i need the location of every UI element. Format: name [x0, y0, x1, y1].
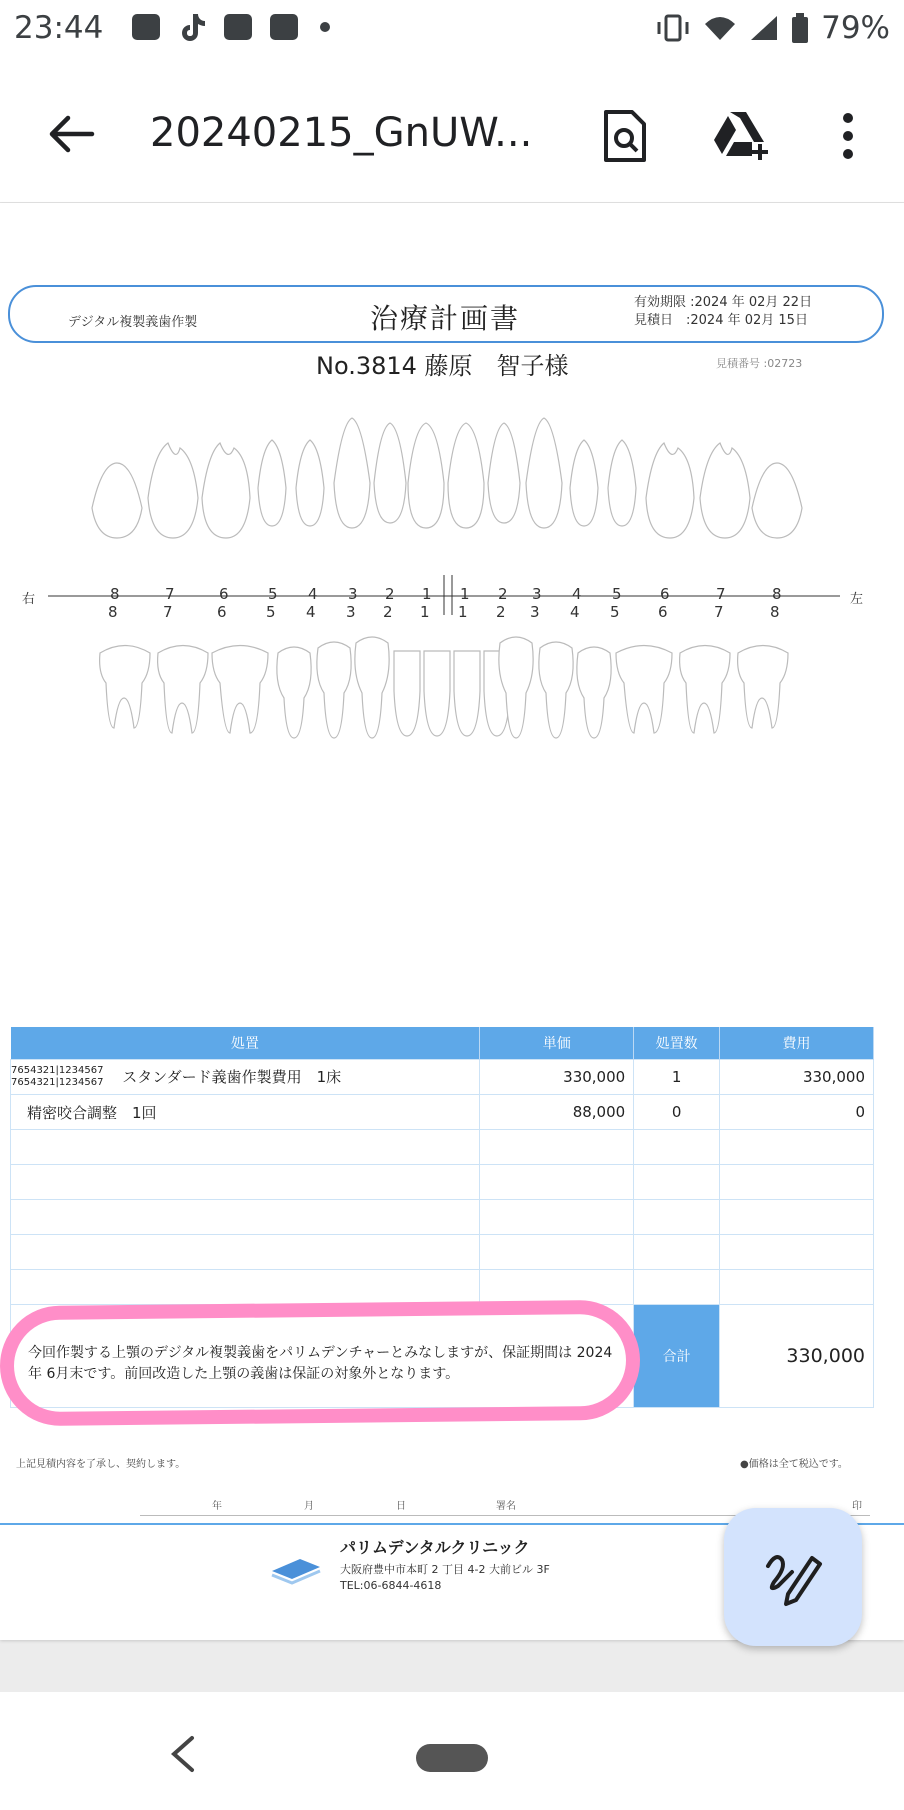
clinic-tel: TEL:06-6844-4618	[340, 1579, 442, 1592]
upper-tooth-number: 2	[498, 585, 508, 603]
clinic-name: パリムデンタルクリニック	[340, 1538, 530, 1557]
table-row-empty	[11, 1235, 874, 1270]
table-header	[11, 1027, 874, 1060]
more-notifications-dot-icon	[320, 22, 330, 32]
treatment-name: スタンダード義歯作製費用 1床	[122, 1067, 342, 1086]
left-side-label: 左	[850, 592, 864, 607]
annotate-fab-button[interactable]	[724, 1508, 862, 1646]
lower-tooth-number: 7	[714, 603, 724, 621]
lower-tooth-number: 5	[266, 603, 276, 621]
plan-title: 治療計画書	[370, 302, 521, 335]
signal-icon	[749, 14, 779, 42]
system-nav-bar	[0, 1692, 904, 1810]
table-row-empty	[11, 1165, 874, 1200]
status-bar	[0, 0, 904, 64]
app-bar	[0, 64, 904, 203]
lower-tooth-number: 3	[346, 603, 356, 621]
header-cost: 費用	[720, 1027, 874, 1060]
cost: 330,000	[720, 1060, 874, 1095]
upper-tooth-number: 5	[268, 585, 278, 603]
dates	[634, 294, 812, 330]
lower-tooth-number: 4	[570, 603, 580, 621]
warranty-note: 今回作製する上顎のデジタル複製義歯をパリムデンチャーとみなしますが、保証期間は 2024 年 6月末です。前回改造した上顎の義歯は保証の対象外となります。	[28, 1345, 613, 1382]
sign-seal: 印	[852, 1501, 862, 1512]
upper-tooth-number: 6	[219, 585, 229, 603]
valid-until: 有効期限 :2024 年 02月 22日	[634, 295, 813, 310]
upper-tooth-number: 7	[716, 585, 726, 603]
total-value: 330,000	[720, 1305, 874, 1408]
lower-tooth-number: 8	[770, 603, 780, 621]
header-treatment: 処置	[11, 1027, 480, 1060]
upper-tooth-number: 5	[612, 585, 622, 603]
upper-tooth-number: 1	[460, 585, 470, 603]
upper-tooth-number: 8	[772, 585, 782, 603]
table-row-empty	[11, 1200, 874, 1235]
battery-percent: 79%	[821, 10, 890, 46]
upper-tooth-number: 3	[348, 585, 358, 603]
estimate-number: 見積番号 :02723	[716, 357, 803, 370]
status-time: 23:44	[14, 10, 104, 46]
nav-back-icon[interactable]	[168, 1734, 198, 1774]
patient-name: No.3814 藤原 智子様	[316, 352, 569, 380]
document-title: 20240215_GnUW...	[150, 110, 533, 156]
table-row	[11, 1060, 874, 1095]
vibrate-icon	[655, 14, 691, 42]
app-notification-icon	[132, 14, 160, 40]
app-notification-icon	[270, 14, 298, 40]
table-row	[11, 1095, 874, 1130]
clinic-address: 大阪府豊中市本町 2 丁目 4-2 大前ビル 3F	[340, 1563, 550, 1576]
sign-year: 年	[212, 1501, 222, 1512]
total-label: 合計	[634, 1305, 720, 1408]
lower-teeth	[100, 637, 788, 738]
sign-name: 署名	[496, 1501, 516, 1512]
app-notification-icon	[224, 14, 252, 40]
estimate-date: 見積日 :2024 年 02月 15日	[634, 313, 808, 328]
cost: 0	[720, 1095, 874, 1130]
upper-tooth-number: 4	[572, 585, 582, 603]
upper-tooth-number: 2	[385, 585, 395, 603]
upper-tooth-number: 4	[308, 585, 318, 603]
upper-tooth-number: 6	[660, 585, 670, 603]
table-row-empty	[11, 1270, 874, 1305]
count: 1	[634, 1060, 720, 1095]
search-document-icon[interactable]	[600, 108, 650, 164]
lower-tooth-number: 7	[163, 603, 173, 621]
treatment-name: 精密咬合調整 1回	[27, 1103, 157, 1122]
document-page	[0, 203, 904, 1640]
count: 0	[634, 1095, 720, 1130]
wifi-icon	[703, 14, 737, 42]
lower-tooth-number: 2	[496, 603, 506, 621]
upper-tooth-number: 1	[422, 585, 432, 603]
tax-note: ●価格は全て税込です。	[740, 1459, 848, 1470]
nav-home-pill[interactable]	[416, 1744, 488, 1772]
clinic-logo-icon	[270, 1555, 322, 1585]
table-row-empty	[11, 1130, 874, 1165]
dental-chart	[0, 403, 904, 963]
lower-tooth-number: 1	[420, 603, 430, 621]
unit-price: 330,000	[480, 1060, 634, 1095]
lower-tooth-number: 2	[383, 603, 393, 621]
right-side-label: 右	[22, 592, 36, 607]
tooth-notation: 7654321|1234567 7654321|1234567	[11, 1065, 104, 1088]
header-count: 処置数	[634, 1027, 720, 1060]
lower-tooth-number: 4	[306, 603, 316, 621]
sign-month: 月	[304, 1501, 314, 1512]
unit-price: 88,000	[480, 1095, 634, 1130]
notification-icons	[132, 12, 330, 42]
edit-annotate-icon	[762, 1546, 824, 1608]
tiktok-icon	[178, 12, 206, 42]
lower-tooth-number: 1	[458, 603, 468, 621]
header-unit-price: 単価	[480, 1027, 634, 1060]
battery-icon	[791, 13, 809, 43]
drive-add-icon[interactable]	[712, 110, 772, 162]
upper-tooth-number: 7	[165, 585, 175, 603]
sign-day: 日	[396, 1501, 406, 1512]
lower-tooth-number: 6	[658, 603, 668, 621]
lower-tooth-number: 8	[108, 603, 118, 621]
lower-tooth-number: 5	[610, 603, 620, 621]
more-vert-icon[interactable]	[840, 110, 856, 162]
back-arrow-icon[interactable]	[42, 106, 98, 162]
category-label: デジタル複製義歯作製	[68, 315, 198, 330]
upper-teeth	[92, 418, 802, 538]
lower-tooth-number: 6	[217, 603, 227, 621]
upper-tooth-number: 8	[110, 585, 120, 603]
upper-tooth-number: 3	[532, 585, 542, 603]
status-right	[655, 10, 890, 46]
agreement-text: 上記見積内容を了承し、契約します。	[16, 1459, 186, 1470]
lower-tooth-number: 3	[530, 603, 540, 621]
